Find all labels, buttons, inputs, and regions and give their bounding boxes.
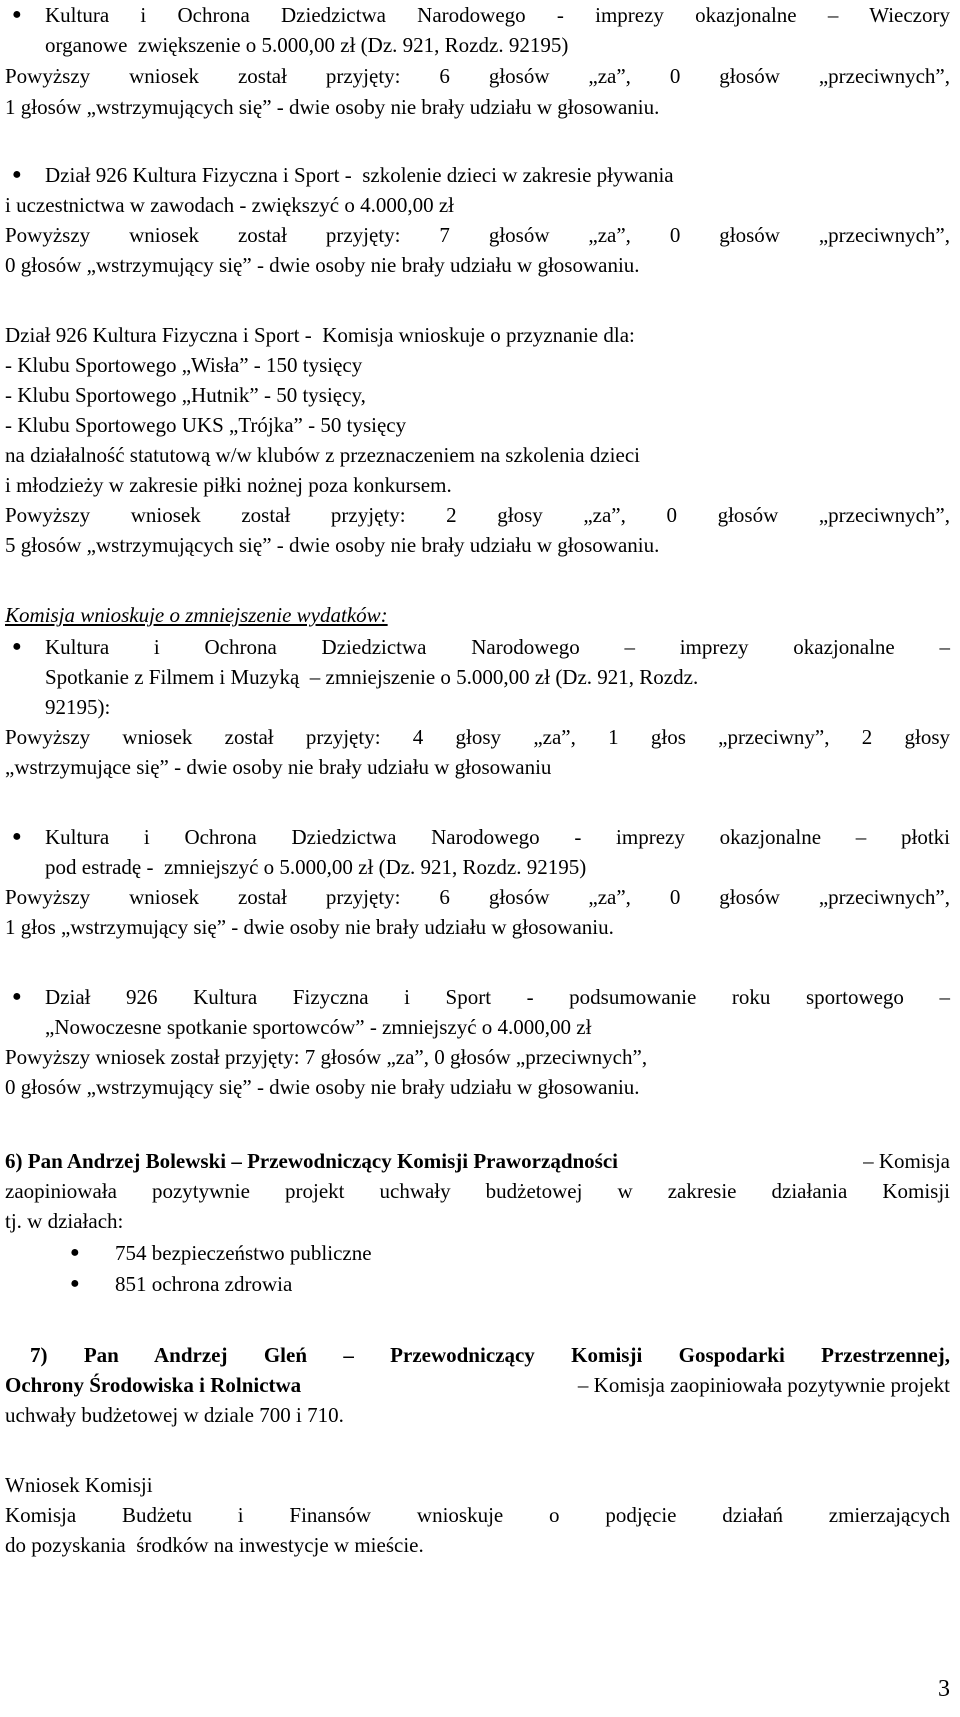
text-line: zaopiniowała pozytywnie projekt uchwały budżetowej w zakresie działania Komisji bbox=[5, 1179, 950, 1203]
text-line: Dział 926 Kultura Fizyczna i Sport - podsumowanie roku sportowego – bbox=[45, 985, 950, 1009]
text-line: Kultura i Ochrona Dziedzictwa Narodowego - imprezy okazjonalne – płotki bbox=[45, 825, 950, 849]
item-6-heading-rest: – Komisja bbox=[863, 1149, 950, 1173]
text-line: pod estradę - zmniejszyć o 5.000,00 zł (Dz. 921, Rozdz. 92195) bbox=[45, 855, 587, 879]
vote-result: Powyższy wniosek został przyjęty: 6 głosów „za”, 0 głosów „przeciwnych”, bbox=[5, 64, 950, 88]
text-line: na działalność statutową w/w klubów z przeznaczeniem na szkolenia dzieci bbox=[5, 443, 640, 467]
vote-result: 5 głosów „wstrzymujących się” - dwie osoby nie brały udziału w głosowaniu. bbox=[5, 533, 660, 557]
bullet-icon: ● bbox=[12, 638, 22, 655]
club-item: - Klubu Sportowego „Wisła” - 150 tysięcy bbox=[5, 353, 363, 377]
vote-result: Powyższy wniosek został przyjęty: 2 głosy „za”, 0 głosów „przeciwnych”, bbox=[5, 503, 950, 527]
bullet-icon: ● bbox=[70, 1244, 80, 1261]
text-line: uchwały budżetowej w dziale 700 i 710. bbox=[5, 1403, 344, 1427]
club-item: - Klubu Sportowego „Hutnik” - 50 tysięcy, bbox=[5, 383, 366, 407]
wniosek-title: Wniosek Komisji bbox=[5, 1473, 153, 1497]
text-line: Kultura i Ochrona Dziedzictwa Narodowego - imprezy okazjonalne – Wieczory bbox=[45, 3, 950, 27]
text-line: do pozyskania środków na inwestycje w mieście. bbox=[5, 1533, 424, 1557]
bullet-icon: ● bbox=[70, 1275, 80, 1292]
bullet-icon: ● bbox=[12, 828, 22, 845]
vote-result: Powyższy wniosek został przyjęty: 7 głosów „za”, 0 głosów „przeciwnych”, bbox=[5, 223, 950, 247]
page-number: 3 bbox=[938, 1676, 950, 1702]
vote-result: Powyższy wniosek został przyjęty: 7 głosów „za”, 0 głosów „przeciwnych”, bbox=[5, 1045, 648, 1069]
vote-result: Powyższy wniosek został przyjęty: 6 głosów „za”, 0 głosów „przeciwnych”, bbox=[5, 885, 950, 909]
club-item: - Klubu Sportowego UKS „Trójka” - 50 tysięcy bbox=[5, 413, 407, 437]
vote-result: „wstrzymujące się” - dwie osoby nie brały udziału w głosowaniu bbox=[5, 755, 552, 779]
vote-result: 0 głosów „wstrzymujący się” - dwie osoby nie brały udziału w głosowaniu. bbox=[5, 253, 640, 277]
item-6-heading-line bbox=[5, 1146, 950, 1176]
text-line: tj. w działach: bbox=[5, 1209, 124, 1233]
vote-result: 1 głosów „wstrzymujących się” - dwie osoby nie brały udziału w głosowaniu. bbox=[5, 95, 660, 119]
text-line: „Nowoczesne spotkanie sportowców” - zmniejszyć o 4.000,00 zł bbox=[45, 1015, 592, 1039]
text-line: Dział 926 Kultura Fizyczna i Sport - Komisja wnioskuje o przyznanie dla: bbox=[5, 323, 635, 347]
vote-result: Powyższy wniosek został przyjęty: 4 głosy „za”, 1 głos „przeciwny”, 2 głosy bbox=[5, 725, 950, 749]
bullet-icon: ● bbox=[12, 6, 22, 23]
text-line: organowe zwiększenie o 5.000,00 zł (Dz. 921, Rozdz. 92195) bbox=[45, 33, 569, 57]
item-7-heading: 7) Pan Andrzej Gleń – Przewodniczący Komisji Gospodarki Przestrzennej, bbox=[30, 1343, 950, 1367]
list-item: 754 bezpieczeństwo publiczne bbox=[115, 1241, 372, 1265]
item-7-heading-cont: Ochrony Środowiska i Rolnictwa bbox=[5, 1373, 302, 1397]
text-line: i uczestnictwa w zawodach - zwiększyć o 4.000,00 zł bbox=[5, 193, 454, 217]
list-item: 851 ochrona zdrowia bbox=[115, 1272, 293, 1296]
text-line: Komisja Budżetu i Finansów wnioskuje o podjęcie działań zmierzających bbox=[5, 1503, 950, 1527]
item-6-heading: 6) Pan Andrzej Bolewski – Przewodniczący Komisji Praworządności bbox=[5, 1149, 618, 1173]
text-line: Spotkanie z Filmem i Muzyką – zmniejszenie o 5.000,00 zł (Dz. 921, Rozdz. bbox=[45, 665, 699, 689]
text-line: 92195): bbox=[45, 695, 111, 719]
vote-result: 0 głosów „wstrzymujący się” - dwie osoby nie brały udziału w głosowaniu. bbox=[5, 1075, 640, 1099]
vote-result: 1 głos „wstrzymujący się” - dwie osoby nie brały udziału w głosowaniu. bbox=[5, 915, 614, 939]
text-line: Kultura i Ochrona Dziedzictwa Narodowego – imprezy okazjonalne – bbox=[45, 635, 950, 659]
bullet-icon: ● bbox=[12, 166, 22, 183]
text-line: i młodzieży w zakresie piłki nożnej poza konkursem. bbox=[5, 473, 452, 497]
item-7-heading-line bbox=[5, 1370, 950, 1400]
text-line: Dział 926 Kultura Fizyczna i Sport - szkolenie dzieci w zakresie pływania bbox=[45, 163, 674, 187]
section-heading: Komisja wnioskuje o zmniejszenie wydatków: bbox=[5, 603, 388, 627]
bullet-icon: ● bbox=[12, 988, 22, 1005]
item-7-heading-rest: – Komisja zaopiniowała pozytywnie projekt bbox=[577, 1373, 950, 1397]
